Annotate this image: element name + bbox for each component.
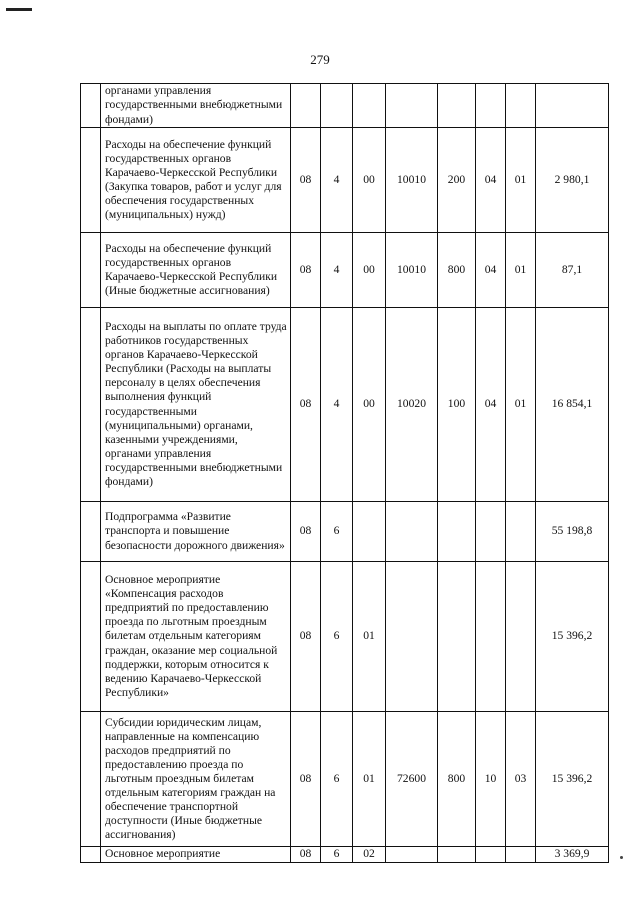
scan-speck [620, 856, 623, 859]
code-cell-5: 800 [438, 712, 476, 847]
code-cell-5 [438, 84, 476, 128]
code-cell-5 [438, 502, 476, 562]
code-cell-3 [353, 502, 386, 562]
code-cell-6 [476, 502, 506, 562]
table-row [81, 308, 609, 502]
table-row [81, 233, 609, 308]
code-cell-2: 4 [321, 308, 353, 502]
code-cell-3: 01 [353, 562, 386, 712]
index-cell [81, 712, 101, 847]
code-cell-2: 6 [321, 562, 353, 712]
code-cell-7 [506, 847, 536, 863]
code-cell-4: 10020 [386, 308, 438, 502]
index-cell [81, 502, 101, 562]
description-cell: Субсидии юридическим лицам, направленные на компенсацию расходов предприятий по предоставлению проезда по льготным проездным билетам отдельным категориям граждан на обеспечение транспортной доступности (Иные бюджетные ассигнования) [101, 712, 291, 847]
index-cell [81, 128, 101, 233]
code-cell-6: 10 [476, 712, 506, 847]
code-cell-6 [476, 847, 506, 863]
code-cell-7: 03 [506, 712, 536, 847]
code-cell-1: 08 [291, 128, 321, 233]
code-cell-2: 6 [321, 712, 353, 847]
description-cell: Расходы на выплаты по оплате труда работников государственных органов Карачаево-Черкесской Республики (Расходы на выплаты персоналу в целях обеспечения выполнения функций государственными (муниципальными) органами, казенными учреждениями, органами управления государственными внебюджетными фондами) [101, 308, 291, 502]
code-cell-3: 00 [353, 128, 386, 233]
code-cell-7: 01 [506, 233, 536, 308]
table-body [81, 84, 609, 863]
table-row [81, 502, 609, 562]
code-cell-2: 6 [321, 502, 353, 562]
code-cell-7: 01 [506, 128, 536, 233]
index-cell [81, 308, 101, 502]
index-cell [81, 233, 101, 308]
code-cell-2: 4 [321, 128, 353, 233]
description-cell: органами управления государственными внебюджетными фондами) [101, 84, 291, 128]
code-cell-3: 01 [353, 712, 386, 847]
amount-cell: 55 198,8 [536, 502, 609, 562]
code-cell-7 [506, 502, 536, 562]
amount-cell [536, 84, 609, 128]
code-cell-4 [386, 562, 438, 712]
budget-table [80, 83, 609, 863]
code-cell-1: 08 [291, 712, 321, 847]
code-cell-3: 02 [353, 847, 386, 863]
code-cell-3: 00 [353, 233, 386, 308]
scan-corner-mark [6, 8, 32, 11]
description-cell: Расходы на обеспечение функций государственных органов Карачаево-Черкесской Республики (Иные бюджетные ассигнования) [101, 233, 291, 308]
amount-cell: 87,1 [536, 233, 609, 308]
code-cell-3 [353, 84, 386, 128]
index-cell [81, 84, 101, 128]
code-cell-5 [438, 847, 476, 863]
code-cell-7 [506, 562, 536, 712]
description-cell: Основное мероприятие [101, 847, 291, 863]
code-cell-1 [291, 84, 321, 128]
description-cell: Расходы на обеспечение функций государственных органов Карачаево-Черкесской Республики (Закупка товаров, работ и услуг для обеспечения государственных (муниципальных) нужд) [101, 128, 291, 233]
code-cell-7: 01 [506, 308, 536, 502]
amount-cell: 15 396,2 [536, 562, 609, 712]
code-cell-5: 800 [438, 233, 476, 308]
table-row [81, 562, 609, 712]
code-cell-5: 100 [438, 308, 476, 502]
code-cell-6: 04 [476, 128, 506, 233]
code-cell-5: 200 [438, 128, 476, 233]
code-cell-7 [506, 84, 536, 128]
amount-cell: 15 396,2 [536, 712, 609, 847]
code-cell-6: 04 [476, 308, 506, 502]
amount-cell: 2 980,1 [536, 128, 609, 233]
page-number: 279 [310, 52, 330, 67]
index-cell [81, 562, 101, 712]
code-cell-1: 08 [291, 847, 321, 863]
code-cell-1: 08 [291, 562, 321, 712]
code-cell-4: 10010 [386, 233, 438, 308]
description-cell: Подпрограмма «Развитие транспорта и повышение безопасности дорожного движения» [101, 502, 291, 562]
code-cell-4 [386, 502, 438, 562]
amount-cell: 3 369,9 [536, 847, 609, 863]
code-cell-4 [386, 84, 438, 128]
code-cell-6: 04 [476, 233, 506, 308]
code-cell-4 [386, 847, 438, 863]
table-row [81, 128, 609, 233]
code-cell-1: 08 [291, 233, 321, 308]
code-cell-1: 08 [291, 308, 321, 502]
code-cell-2: 6 [321, 847, 353, 863]
code-cell-3: 00 [353, 308, 386, 502]
code-cell-6 [476, 84, 506, 128]
code-cell-1: 08 [291, 502, 321, 562]
table-row [81, 84, 609, 128]
code-cell-5 [438, 562, 476, 712]
amount-cell: 16 854,1 [536, 308, 609, 502]
code-cell-6 [476, 562, 506, 712]
code-cell-2: 4 [321, 233, 353, 308]
table-row [81, 712, 609, 847]
table-row [81, 847, 609, 863]
code-cell-2 [321, 84, 353, 128]
code-cell-4: 72600 [386, 712, 438, 847]
code-cell-4: 10010 [386, 128, 438, 233]
index-cell [81, 847, 101, 863]
description-cell: Основное мероприятие «Компенсация расходов предприятий по предоставлению проезда по льготным проездным билетам отдельным категориям граждан, оказание мер социальной поддержки, которым относится к ведению Карачаево-Черкесской Республики» [101, 562, 291, 712]
